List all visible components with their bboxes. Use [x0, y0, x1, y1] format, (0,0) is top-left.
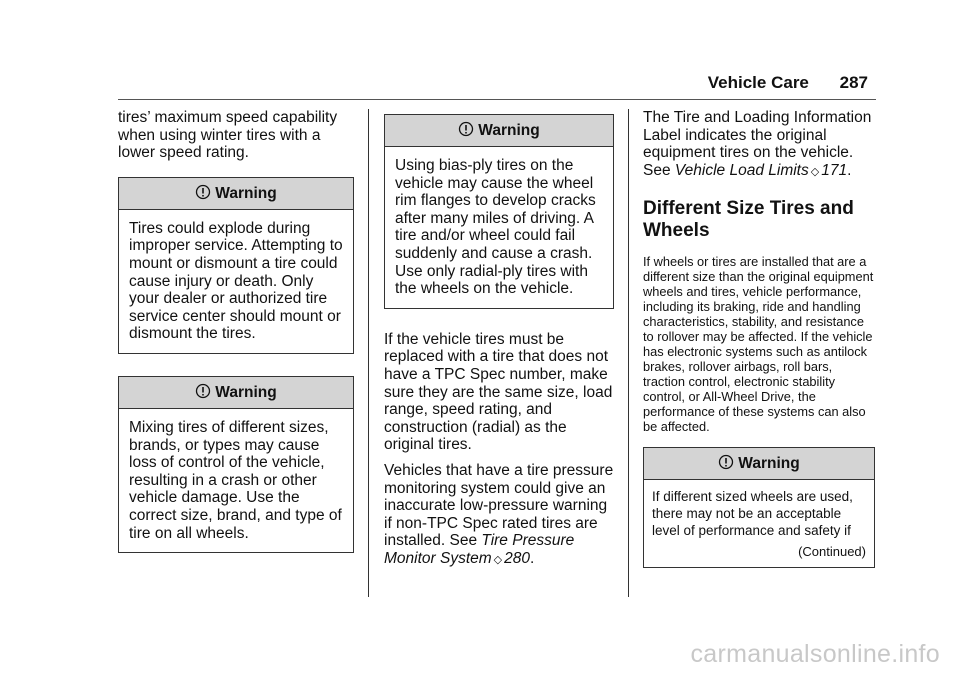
warning-box-2 [118, 376, 354, 553]
load-limits-page[interactable]: 171 [821, 161, 848, 179]
header-rule [118, 99, 876, 100]
column-1 [118, 109, 354, 553]
intro-paragraph: tires’ maximum speed capability when using winter tires with a lower speed rating. [118, 109, 338, 162]
tpms-page[interactable]: 280 [504, 549, 531, 567]
warning-body: If different sized wheels are used, there may not be an acceptable level of performance and safety if [652, 489, 853, 539]
column-3 [643, 109, 875, 568]
column-divider-1 [368, 109, 369, 597]
warning-icon [458, 121, 474, 137]
section-heading: Different Size Tires and Wheels [643, 198, 854, 242]
column-divider-2 [628, 109, 629, 597]
warning-header [119, 178, 353, 210]
column-2 [384, 109, 614, 568]
replacement-paragraph: If the vehicle tires must be replaced with a tire that does not have a TPC Spec number, make sure they are the same size, load range, speed rating, and construction (radial) as the original tires. [384, 330, 613, 454]
different-size-paragraph: If wheels or tires are installed that are a different size than the original equipment wheels and tires, vehicle performance, including its braking, ride and handling characteristics, stability, and resistance to rollover may be affected. If the vehicle has electronic systems such as antilock brakes, rollover airbags, roll bars, traction control, electronic stability control, or All-Wheel Drive, the performance of these systems can also be affected. [643, 254, 874, 435]
warning-title: Warning [215, 383, 277, 401]
warning-icon [195, 184, 211, 200]
warning-body: Mixing tires of different sizes, brands, or types may cause loss of control of the vehicle, resulting in a crash or other vehicle damage. Use the correct size, brand, and type of tire on all wheels. [129, 418, 342, 542]
tpms-paragraph [384, 462, 614, 569]
warning-body: Using bias-ply tires on the vehicle may cause the wheel rim flanges to develop cracks after many miles of driving. A tire and/or wheel could fail suddenly and cause a crash. Use only radial-ply tires with the wheels on the vehicle. [395, 157, 596, 298]
page-ref-icon: ◇ [493, 552, 503, 566]
load-limits-link[interactable]: Vehicle Load Limits [674, 161, 809, 179]
warning-icon [195, 383, 211, 399]
warning-icon [718, 454, 734, 470]
watermark: carmanualsonline.info [690, 640, 940, 668]
warning-box-3 [384, 114, 614, 309]
tpms-link[interactable]: Tire Pressure Monitor System [384, 532, 575, 567]
warning-title: Warning [738, 455, 800, 473]
label-paragraph [643, 109, 875, 180]
warning-header [119, 377, 353, 409]
warning-box-1 [118, 177, 354, 354]
sentence-end: . [530, 549, 535, 567]
warning-title: Warning [215, 184, 277, 202]
label-text: The Tire and Loading Information Label indicates the original equipment tires on the vehicle. See [643, 109, 872, 179]
warning-header [644, 448, 874, 480]
warning-box-4 [643, 447, 875, 568]
page-ref-icon: ◇ [810, 164, 820, 178]
continued-label: (Continued) [798, 544, 866, 560]
tpms-text: Vehicles that have a tire pressure monitoring system could give an inaccurate low-pressure warning if non-TPC Spec rated tires are installed. See [384, 461, 614, 550]
sentence-end: . [847, 161, 852, 179]
warning-body: Tires could explode during improper service. Attempting to mount or dismount a tire could cause injury or death. Only your dealer or authorized tire service center should mount or dismount the tires. [129, 219, 343, 343]
section-title: Vehicle Care [707, 73, 809, 92]
warning-header [385, 115, 613, 147]
warning-title: Warning [478, 122, 540, 139]
page-number: 287 [839, 73, 868, 92]
page-header [708, 73, 868, 93]
